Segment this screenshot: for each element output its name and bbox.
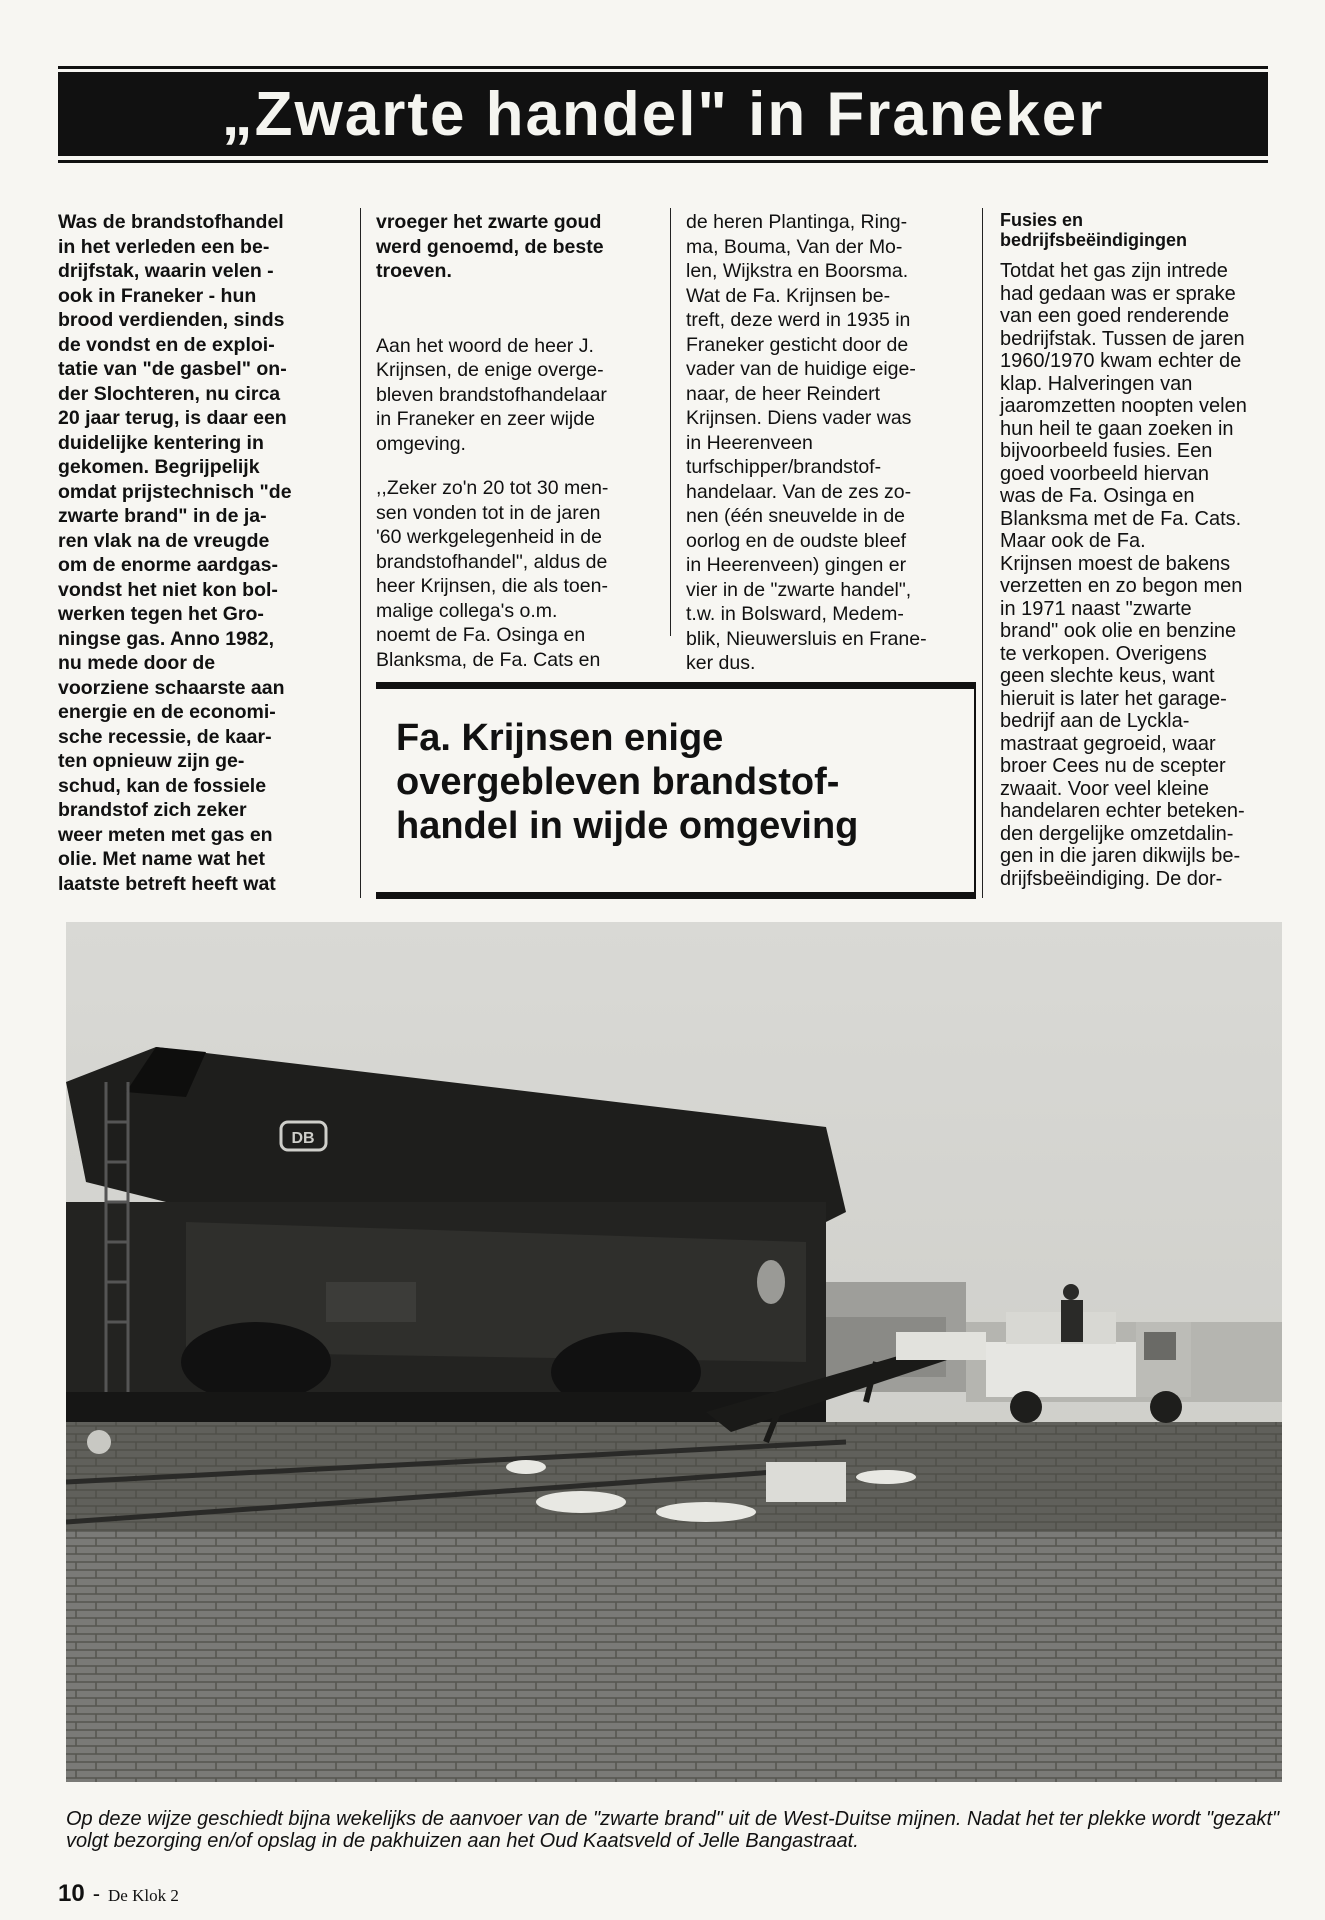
photo-caption: Op deze wijze geschiedt bijna wekelijks de aanvoer van de "zwarte brand" uit de West-Duitse mijnen. Nadat het ter plekke wordt "gezakt" volgt bezorging en/of opslag in de pakhuizen aan het Oud Kaatsveld of Jelle Bangastraat. <box>66 1808 1280 1852</box>
article-photo <box>66 922 1282 1782</box>
pullquote-rule-top <box>376 682 974 689</box>
column-2 <box>376 210 666 672</box>
col4-paragraph: Totdat het gas zijn intrede had gedaan was er sprake van een goed renderende bedrijfstak. Tussen de jaren 1960/1970 kwam echter de klap. Halveringen van jaaromzetten noopten velen hun heil te gaan zoeken in bijvoorbeeld fusies. Een goed voorbeeld hiervan was de Fa. Osinga en Blanksma met de Fa. Cats. Maar ook de Fa. Krijnsen moest de bakens verzetten en zo begon men in 1971 naast "zwarte brand" ook olie en benzine te verkopen. Overigens geen slechte keus, want hieruit is later het garage- bedrijf aan de Lyckla- mastraat gegroeid, waar broer Cees nu de scepter zwaait. Voor veel kleine handelaren echter beteken- den dergelijke omzetdalin- gen in die jaren dikwijls be- drijfsbeëindiging. De dor- <box>1000 260 1247 890</box>
photo-illustration <box>66 922 1282 1782</box>
col2-gap <box>376 284 666 334</box>
column-divider-3 <box>982 208 983 898</box>
column-divider-2 <box>670 208 671 636</box>
column-divider-1 <box>360 208 361 898</box>
footer-separator: - <box>92 1881 101 1906</box>
col2-paragraph-2: Aan het woord de heer J. Krijnsen, de enige overge- bleven brandstofhandelaar in Franeker en zeer wijde omgeving. <box>376 334 607 455</box>
headline <box>58 72 1268 156</box>
headline-rule-top <box>58 66 1268 69</box>
pullquote-rule-bottom <box>376 892 974 899</box>
page-footer <box>58 1880 179 1908</box>
subheading: Fusies en bedrijfsbeëindigingen <box>1000 210 1188 250</box>
pullquote: Fa. Krijnsen enige overgebleven brandstof- handel in wijde omgeving <box>396 717 859 847</box>
col3-paragraph: de heren Plantinga, Ring- ma, Bouma, Van der Mo- len, Wijkstra en Boorsma. Wat de Fa. Krijnsen be- treft, deze werd in 1935 in Franeker gesticht door de vader van de huidige eige- naar, de heer Reindert Krijnsen. Diens vader was in Heerenveen turfschipper/brandstof- handelaar. Van de zes zo- nen (één sneuvelde in de oorlog en de oudste bleef in Heerenveen) gingen er vier in de "zwarte handel", t.w. in Bolsward, Medem- blik, Nieuwersluis en Frane- ker dus. <box>686 211 927 674</box>
headline-text: „Zwarte handel" in Franeker <box>221 79 1105 149</box>
column-4 <box>1000 210 1270 890</box>
db-logo-text: DB <box>291 1130 315 1147</box>
col2-paragraph-3: ,,Zeker zo'n 20 tot 30 men- sen vonden tot in de jaren '60 werkgelegenheid in de brandstofhandel", aldus de heer Krijnsen, die als toen- malige collega's o.m. noemt de Fa. Osinga en Blanksma, de Fa. Cats en <box>376 477 609 671</box>
column-3 <box>686 210 974 676</box>
publication-name: De Klok 2 <box>108 1886 179 1905</box>
headline-rule-bottom <box>58 160 1268 163</box>
page-number: 10 <box>58 1880 85 1907</box>
col2-paragraph-1: vroeger het zwarte goud werd genoemd, de beste troeven. <box>376 211 604 282</box>
pullquote-rule-side <box>974 682 976 899</box>
column-1 <box>58 210 348 896</box>
intro-paragraph: Was de brandstofhandel in het verleden een be- drijfstak, waarin velen - ook in Franeker - hun brood verdienden, sinds de vondst en de exploi- tatie van "de gasbel" on- der Slochteren, nu circa 20 jaar terug, is daar een duidelijke kentering in gekomen. Begrijpelijk omdat prijstechnisch "de zwarte brand" in de ja- ren vlak na de vreugde om de enorme aardgas- vondst het niet kon bol- werken tegen het Gro- ningse gas. Anno 1982, nu mede door de voorziene schaarste aan energie en de economi- sche recessie, de kaar- ten opnieuw zijn ge- schud, kan de fossiele brandstof zich zeker weer meten met gas en olie. Met name wat het laatste betreft heeft wat <box>58 211 292 895</box>
col2-gap-2 <box>376 456 666 476</box>
